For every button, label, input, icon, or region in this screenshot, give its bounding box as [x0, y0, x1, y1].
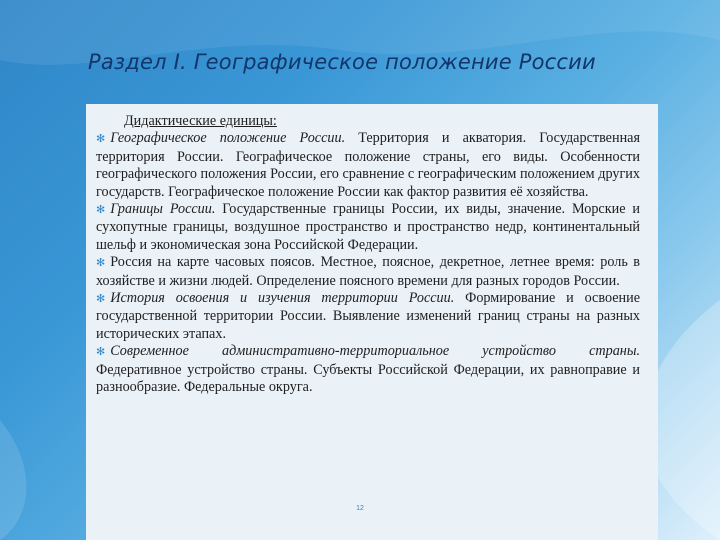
item-body: Формирование и освоение государственной территории России. Выявление изменений границ страны на разных исторических этапах. — [96, 290, 640, 342]
asterisk-bullet-icon: ✻ — [96, 133, 106, 146]
asterisk-bullet-icon: ✻ — [96, 293, 106, 306]
item-lead: История освоения и изучения территории России. — [110, 290, 455, 307]
list-item — [96, 254, 640, 290]
item-body: Россия на карте часовых поясов. Местное, поясное, декретное, летнее время: роль в хозяйстве и жизни людей. Определение поясного времени для разных городов России. — [96, 254, 640, 289]
content-list — [96, 113, 640, 397]
list-item — [96, 201, 640, 254]
page-number: 12 — [356, 505, 364, 512]
item-lead: Дидактические единицы: — [124, 113, 277, 129]
item-lead: Современное административно-территориальное устройство страны. — [110, 343, 640, 360]
list-item — [96, 130, 640, 201]
slide-title: Раздел I. Географическое положение России — [88, 50, 596, 74]
item-body: Государственные границы России, их виды, значение. Морские и сухопутные границы, воздушное пространство и пространство недр, континентальный шельф и экономическая зона Российской Федерации. — [96, 201, 640, 253]
list-item — [96, 343, 640, 396]
item-lead: Географическое положение России. — [110, 130, 346, 147]
list-item — [96, 290, 640, 343]
item-body: Федеративное устройство страны. Субъекты Российской Федерации, их равноправие и разнообразие. Федеральные округа. — [96, 361, 640, 396]
item-body: Территория и акватория. Государственная территория России. Географическое положение страны, его виды. Особенности географического положения России, его сравнение с географическим положением других государств. Географическое положение России как фактор развития её хозяйства. — [96, 130, 640, 200]
asterisk-bullet-icon: ✻ — [96, 346, 106, 359]
item-lead: Границы России. — [110, 201, 216, 218]
list-item — [96, 113, 640, 130]
asterisk-bullet-icon: ✻ — [96, 204, 106, 217]
asterisk-bullet-icon: ✻ — [96, 257, 106, 270]
